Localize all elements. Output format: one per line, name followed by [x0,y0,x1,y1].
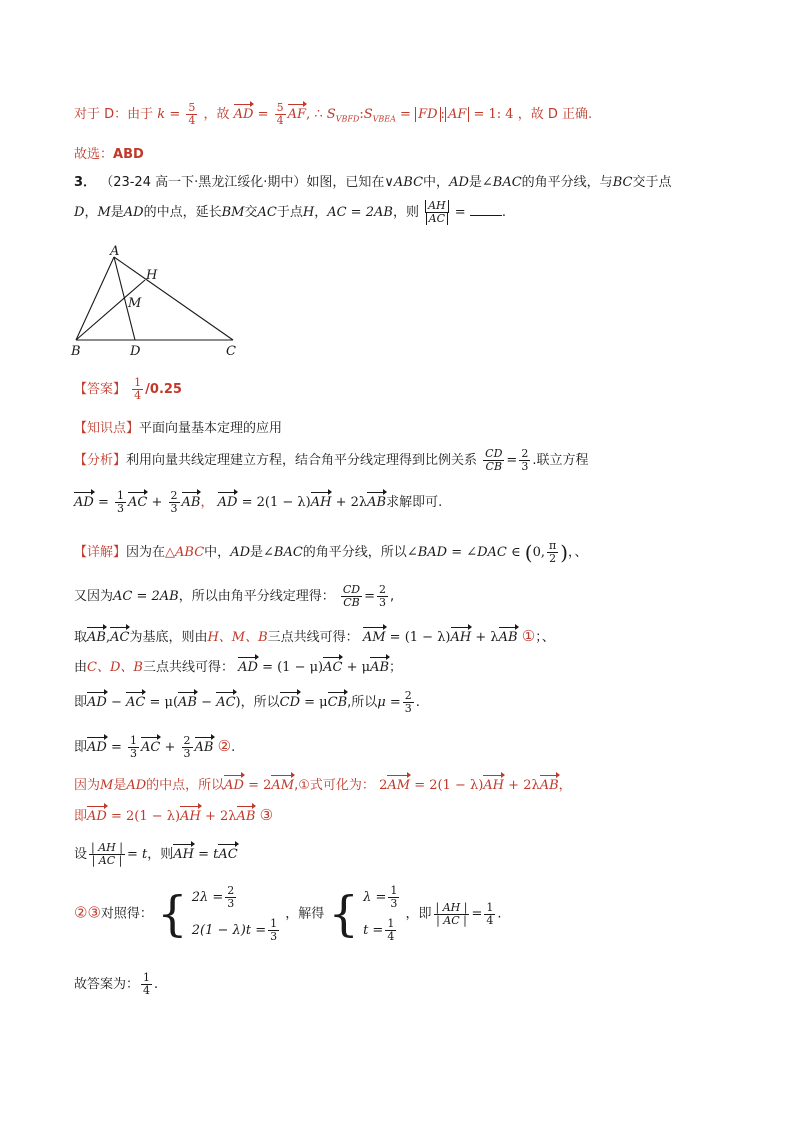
vector-AD: AD [87,740,107,755]
numerator: 2 [183,734,191,747]
vector-AB: AB [367,495,387,510]
numerator: 1 [387,917,395,930]
denominator: 3 [521,460,529,473]
vector-AH: AH [450,630,472,645]
math-expr: = 2(1 − λ) [241,495,311,510]
math-expr: = μ( [149,695,179,710]
text: ，故 D 正确. [517,107,593,122]
numerator: CD [485,447,503,460]
fraction [275,102,286,127]
fraction [385,918,396,943]
math-op: = [169,107,181,122]
math: 0, [532,545,545,560]
math: BC [612,175,633,190]
denominator: 3 [390,897,398,910]
denominator: 4 [276,114,284,127]
vector-AH: AH [483,778,505,793]
numerator: 2 [404,689,412,702]
math-expr: = μ [304,695,328,710]
problem-line-1 [74,171,671,190]
denominator: 3 [404,702,412,715]
fraction [225,885,236,910]
denominator: 3 [270,930,278,943]
math-expr: = 2(1 − λ) [110,809,181,824]
left-brace: { [328,886,359,942]
text: 交 [244,205,258,220]
math: 2(1 − λ)t = [191,923,267,938]
math: AC = 2AB [327,205,393,220]
analysis-text: .联立方程 [532,453,589,468]
math: ∨ABC [384,175,424,190]
analysis-label: 【分析】 [74,453,127,468]
denominator: 4 [188,114,196,127]
denominator: CB [343,596,360,609]
answer-line [74,377,182,402]
text: 对照得： [100,906,153,922]
text: ，所以由角平分线定理得： [178,589,335,604]
text: 的角平分线，所以 [302,545,407,560]
answer-alt: /0.25 [145,382,182,397]
math-op: = [400,107,411,122]
knowledge-line [74,417,282,436]
vector-AC: AC [218,847,238,862]
denominator: 4 [143,984,151,997]
text: ，解得 [285,906,325,922]
math-expr: = 2 [248,778,272,793]
numerator: 1 [130,734,138,747]
numerator: 1 [143,971,151,984]
detail-line-5 [74,690,420,715]
detail-line-1 [74,540,588,565]
solution-system [363,885,401,943]
math-expr: = 2(1 − λ) [414,778,484,793]
numerator: 1 [486,900,494,914]
math: AD [230,545,250,560]
text: 因为在 [126,545,166,560]
text: 又因为 [74,589,114,604]
denominator: 4 [486,913,494,927]
math: △ABC [165,545,205,560]
math-op: = [454,205,466,220]
text: 对于 D：由于 [74,107,154,122]
text: ； [389,660,403,675]
vector-AC: AC [128,495,148,510]
area-subscript: VBEA [372,114,396,124]
fraction [268,918,279,943]
vector-AD: AD [224,778,244,793]
text: 的中点，所以 [146,778,225,793]
denominator: CB [485,460,503,473]
math-op: = [364,589,376,604]
math: D [74,205,85,220]
denominator: | AC | [436,913,467,927]
text: 由 [74,660,88,675]
detail-line-4 [74,656,402,675]
math-op: = [471,906,483,922]
denominator: 3 [183,747,191,760]
vector-AB: AB [236,809,256,824]
vector-AH: AH [310,495,332,510]
denominator: 3 [170,502,178,515]
area-symbol: S [363,107,373,122]
math-op: , [306,107,311,122]
vector-AD: AD [217,495,238,510]
answer-blank [470,215,502,216]
denominator: 4 [387,930,395,943]
vector-CB: CB [327,695,348,710]
fraction [141,972,152,997]
math-expr: + λ [475,630,499,645]
therefore-symbol: ∴ [314,107,323,122]
detail-line-7 [74,774,572,793]
text: ，所以 [240,695,280,710]
math-op: − [201,695,213,710]
text: ， [558,778,572,793]
fraction [519,448,530,473]
fraction [115,490,126,515]
denominator: 3 [117,502,124,515]
fraction-CD-CB [483,448,504,473]
numerator: 5 [276,101,284,114]
math-expr: + 2λ [508,778,540,793]
math: AD [123,205,144,220]
math: 2 [379,778,388,793]
math-op: + [164,740,176,755]
math-op: ) [235,695,241,710]
text: 故选： [74,147,114,162]
text: . [497,906,502,922]
abs-FD: FD [415,107,440,122]
vector-AB: AB [194,740,214,755]
math: M [100,778,114,793]
text: ， [200,495,214,510]
problem-line-2 [74,200,506,225]
math: ∠BAC [263,545,303,560]
numerator: | AH | [91,841,123,854]
math: ∠BAC [481,175,522,190]
detail-label: 【详解】 [74,545,127,560]
math-var: k [157,107,166,122]
analysis-line-1 [74,448,588,473]
fraction [403,690,414,715]
text: ，故 [203,107,230,122]
fraction-AH-AC [434,902,470,927]
text: 即 [74,695,88,710]
denominator: | AC | [91,854,123,867]
vector-AH: AH [173,847,194,862]
text: 三点共线可得： [267,630,359,645]
vector-AF: AF [287,107,307,122]
math: M [97,205,111,220]
vector-AC: AC [323,660,343,675]
vector-AB: AB [87,630,106,645]
math-op: = [506,453,518,468]
label-M: M [128,296,142,311]
answer-value: ABD [113,147,144,162]
triangle-figure [66,245,246,360]
detail-line-8 [74,805,273,824]
label-H: H [146,268,158,283]
analysis-text: 求解即可. [386,495,443,510]
text: 中， [204,545,231,560]
numerator: | AH | [435,900,468,914]
text: 即 [74,809,88,824]
math: AC [257,205,277,220]
text: . [154,977,159,992]
text: ，、 [568,545,588,560]
fraction-pi-2 [547,540,558,565]
numerator: 2 [170,489,178,502]
vector-AB: AB [178,695,197,710]
fraction-AH-AC [89,842,125,867]
fraction [388,885,399,910]
text: 如图，已知在 [306,175,385,190]
text: . [415,695,420,710]
math: H [302,205,315,220]
solution-2 [363,918,401,943]
text: ,所以 [347,695,378,710]
math-expr: + 2λ [204,809,237,824]
vector-AC: AC [110,630,130,645]
numerator: 1 [270,917,278,930]
math: AD [126,778,147,793]
numerator: 1 [134,376,142,389]
vector-AB: AB [498,630,518,645]
math: ∠BAD = ∠DAC ∈ [406,545,521,560]
numerator: 2 [379,583,387,596]
equation-system [192,885,281,943]
detail-line-2 [74,584,394,609]
detail-line-3 [74,626,555,645]
problem-source: （23-24 高一下·黑龙江绥化·期中） [100,175,307,190]
detail-line-9 [74,842,238,867]
area-symbol: S [326,107,336,122]
vector-AD: AD [87,695,107,710]
text: 是 [468,175,482,190]
text: 因为 [74,778,101,793]
fraction [132,377,143,402]
text: 的角平分线，与 [521,175,613,190]
detail-line-10 [74,885,502,943]
numerator: 1 [117,489,124,502]
math: BM [221,205,245,220]
text: 的中点，延长 [143,205,222,220]
math: AC = 2AB [113,589,179,604]
numerator: 1 [390,884,398,897]
math: = t [198,847,219,862]
math: μ = [377,695,401,710]
equation-2 [192,918,281,943]
text: 交于点 [632,175,672,190]
text: ，即 [405,906,432,922]
prev-answer-line [74,143,144,162]
solution-1 [363,885,401,910]
math-expr: = (1 − λ) [389,630,451,645]
math-op: : [359,107,364,122]
text: . [501,205,506,220]
circled-numbers: ②③ [74,903,101,922]
numerator: π [549,539,557,552]
numerator: 2 [521,447,529,460]
text: 于点 [276,205,303,220]
fraction [182,735,193,760]
abs-AF: AF [445,107,469,122]
vector-AB: AB [370,660,390,675]
ratio-value: = 1: 4 [473,107,514,122]
analysis-text: 利用向量共线定理建立方程，结合角平分线定理得到比例关系 [126,453,478,468]
knowledge-text: 平面向量基本定理的应用 [139,421,283,436]
text: 中， [423,175,450,190]
math-expr: + 2λ [335,495,368,510]
fraction [377,584,388,609]
numerator: CD [342,583,361,596]
circled-number: ① [521,627,536,645]
text: 为基底，则由 [129,630,208,645]
text: ，则 [392,205,419,220]
text: 故答案为： [74,977,140,992]
numerator: 2 [227,884,235,897]
vector-AD: AD [74,495,94,510]
vector-AC: AC [126,695,146,710]
math-op: = [257,107,269,122]
d-option-line [74,102,592,127]
math: AD [449,175,469,190]
text: ，则 [147,847,174,862]
label-B: B [71,344,81,359]
vector-AC: AC [141,740,161,755]
text: ；、 [535,630,555,645]
vector-AH: AH [180,809,201,824]
math-op: − [110,695,122,710]
vector-CD: CD [279,695,300,710]
fraction [484,902,495,927]
math-op: = [110,740,122,755]
numerator: AH [425,200,449,213]
text: 是 [110,205,124,220]
vector-AD: AD [238,660,258,675]
text: 是 [113,778,127,793]
paren-close: ) [560,540,569,565]
label-A: A [110,245,120,259]
label-C: C [226,344,236,359]
fraction [128,735,139,760]
final-answer-line [74,972,158,997]
text: ， [84,205,98,220]
math: λ = [363,890,387,905]
text: 三点共线可得： [142,660,234,675]
vector-AB: AB [539,778,559,793]
denominator: 3 [227,897,235,910]
text: 即 [74,740,88,755]
denominator: 4 [134,389,142,402]
fraction-AH-AC [425,200,449,225]
denominator: 3 [379,596,387,609]
text: . [231,740,236,755]
fraction [169,490,180,515]
math: 2λ = [191,890,224,905]
side-AB [76,257,114,340]
vector-AM: AM [271,778,295,793]
vector-AC: AC [216,695,236,710]
text: , [390,589,395,604]
knowledge-label: 【知识点】 [74,421,140,436]
fraction [186,102,197,127]
math-op: = [97,495,109,510]
analysis-line-2 [74,490,442,515]
numerator: 5 [188,101,196,114]
math-op: , [105,630,111,645]
denominator: 2 [549,552,557,565]
equation-1 [192,885,281,910]
vector-AB: AB [181,495,201,510]
left-brace: { [157,886,188,942]
denominator: 3 [130,747,138,760]
detail-line-6 [74,735,235,760]
vector-AM: AM [387,778,411,793]
vector-AM: AM [362,630,386,645]
circled-number: ② [217,737,232,755]
paren-open: ( [524,540,533,565]
math-op: + [151,495,163,510]
problem-number: 3． [74,175,97,190]
fraction-CD-CB [341,584,362,609]
text: ,①式可化为： [294,778,375,793]
circled-number: ③ [259,806,274,824]
math-expr: = (1 − μ) [262,660,324,675]
text: ， [314,205,328,220]
label-D: D [130,344,141,359]
math-op: : [440,107,445,122]
text: 设 [74,847,88,862]
math-expr: + μ [346,660,371,675]
math: H、M、B [207,630,268,645]
answer-label: 【答案】 [74,382,127,397]
math: C、D、B [87,660,143,675]
text: 取 [74,630,88,645]
math: = t [126,847,148,862]
vector-AD: AD [233,107,254,122]
denominator: AC [426,213,448,225]
area-subscript: VBFD [335,114,360,124]
vector-AD: AD [87,809,107,824]
math: t = [363,923,384,938]
text: 是 [250,545,264,560]
